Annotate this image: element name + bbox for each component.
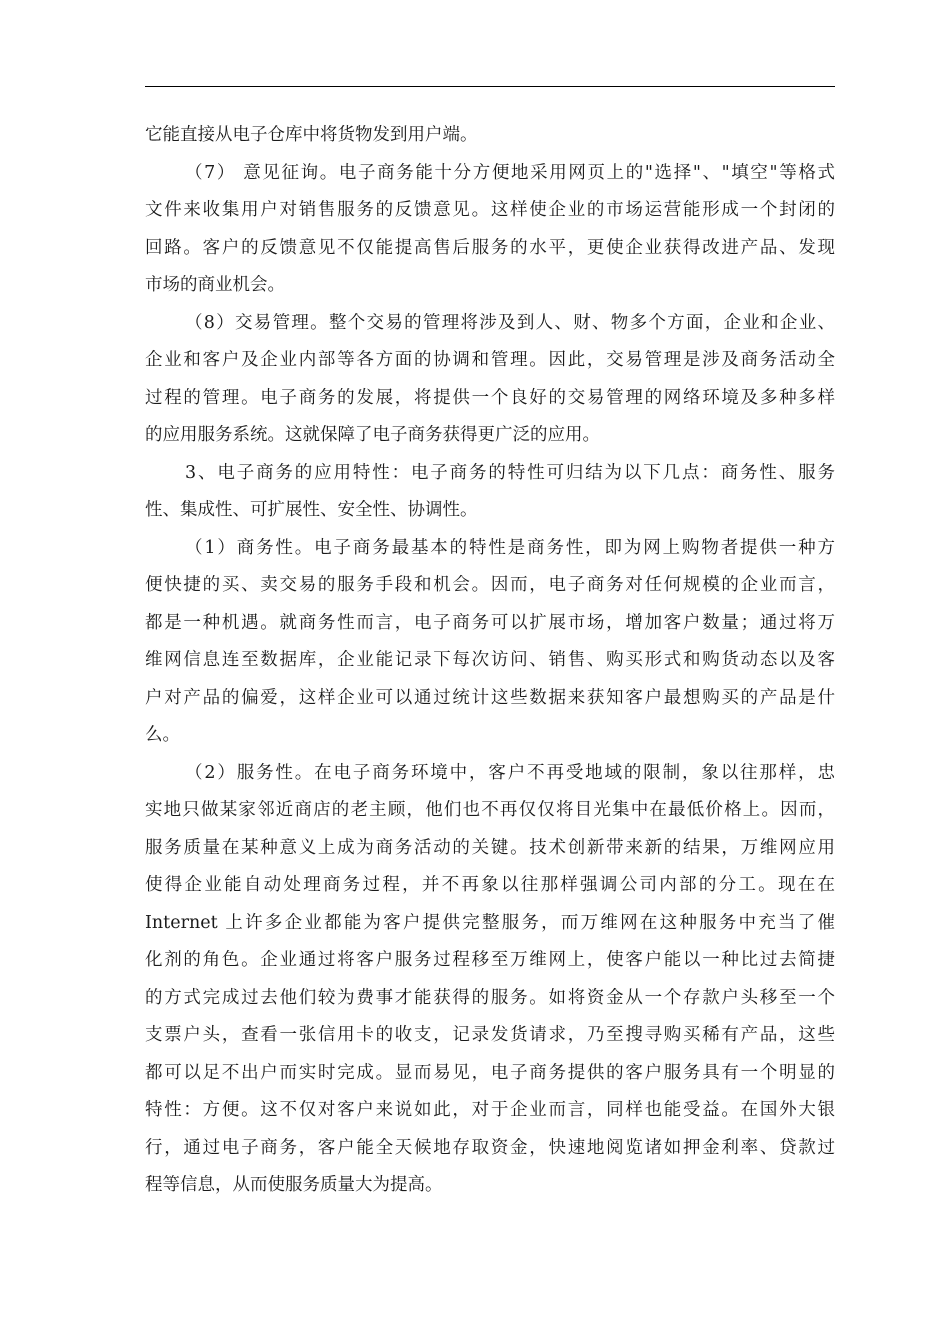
text-line: 企业和客户及企业内部等各方面的协调和管理。因此，交易管理是涉及商务活动全 [145,350,835,370]
text-line: 支票户头，查看一张信用卡的收支，记录发货请求，乃至搜寻购买稀有产品，这些 [145,1025,835,1045]
text-line: 它能直接从电子仓库中将货物发到用户端。 [145,125,478,145]
text-line: 服务质量在某种意义上成为商务活动的关键。技术创新带来新的结果，万维网应用 [145,837,835,858]
text-line: 维网信息连至数据库，企业能记录下每次访问、销售、购买形式和购货动态以及客 [145,650,835,670]
text-line: 么。 [145,725,180,745]
text-line: 化剂的角色。企业通过将客户服务过程移至万维网上，使客户能以一种比过去简捷 [145,950,835,970]
text-line: 特性：方便。这不仅对客户来说如此，对于企业而言，同样也能受益。在国外大银 [145,1100,835,1120]
text-line: 使得企业能自动处理商务过程，并不再象以往那样强调公司内部的分工。现在在 [145,875,835,895]
text-line: 的方式完成过去他们较为费事才能获得的服务。如将资金从一个存款户头移至一个 [145,987,835,1008]
text-line: 程等信息，从而使服务质量大为提高。 [145,1175,443,1195]
text-line: 文件来收集用户对销售服务的反馈意见。这样使企业的市场运营能形成一个封闭的 [145,200,835,220]
text-line: 3、电子商务的应用特性：电子商务的特性可归结为以下几点：商务性、服务 [185,462,835,483]
body-text [145,117,835,1205]
text-line: 户对产品的偏爱，这样企业可以通过统计这些数据来获知客户最想购买的产品是什 [145,687,835,708]
text-line: （7） 意见征询。电子商务能十分方便地采用网页上的"选择"、"填空"等格式 [185,162,835,183]
text-line: 的应用服务系统。这就保障了电子商务获得更广泛的应用。 [145,425,600,445]
text-line: Internet 上许多企业都能为客户提供完整服务，而万维网在这种服务中充当了催 [145,912,835,933]
text-line: （1）商务性。电子商务最基本的特性是商务性，即为网上购物者提供一种方 [185,537,835,558]
text-line: （8）交易管理。整个交易的管理将涉及到人、财、物多个方面，企业和企业、 [185,312,835,333]
text-line: 行，通过电子商务，客户能全天候地存取资金，快速地阅览诸如押金利率、贷款过 [145,1137,835,1158]
text-line: 过程的管理。电子商务的发展，将提供一个良好的交易管理的网络环境及多种多样 [145,387,835,408]
text-line: 性、集成性、可扩展性、安全性、协调性。 [145,500,478,520]
header-rule [145,86,835,87]
text-line: 都可以足不出户而实时完成。显而易见，电子商务提供的客户服务具有一个明显的 [145,1062,835,1083]
text-line: 回路。客户的反馈意见不仅能提高售后服务的水平，更使企业获得改进产品、发现 [145,237,835,258]
text-line: （2）服务性。在电子商务环境中，客户不再受地域的限制，象以往那样，忠 [185,762,835,783]
text-line: 都是一种机遇。就商务性而言，电子商务可以扩展市场，增加客户数量；通过将万 [145,612,835,633]
text-line: 市场的商业机会。 [145,275,285,295]
text-line: 便快捷的买、卖交易的服务手段和机会。因而，电子商务对任何规模的企业而言， [145,575,835,595]
text-line: 实地只做某家邻近商店的老主顾，他们也不再仅仅将目光集中在最低价格上。因而， [145,800,835,820]
